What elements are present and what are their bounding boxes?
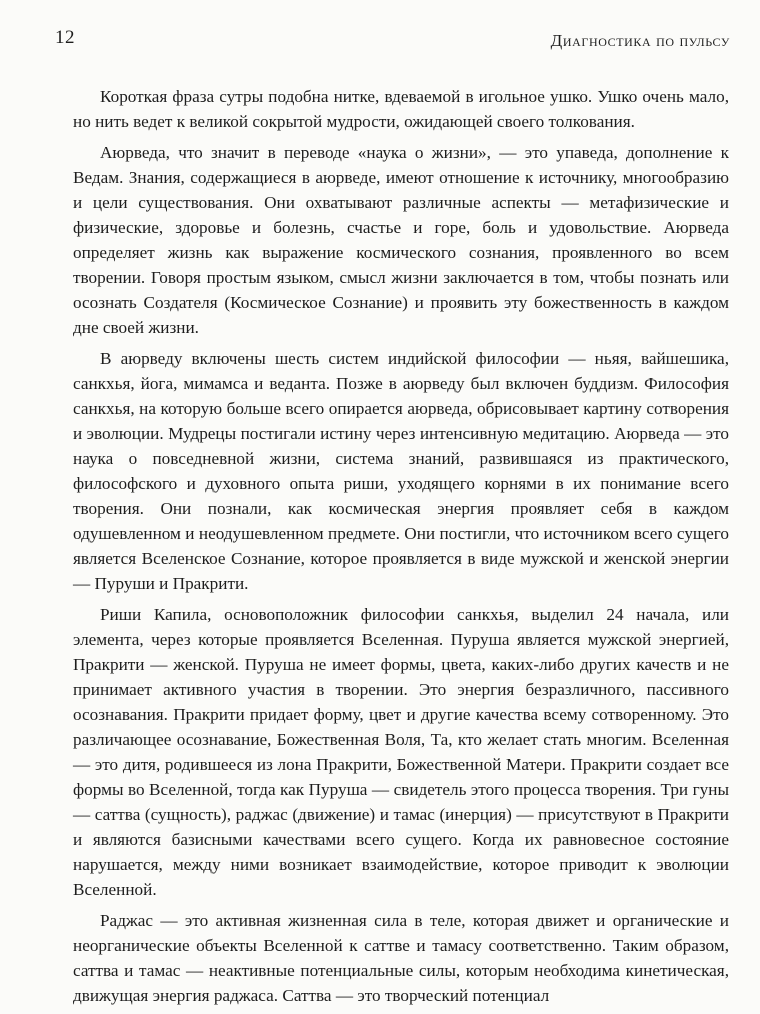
paragraph: Раджас — это активная жизненная сила в теле, которая движет и органические и неорганические объекты Вселенной к саттве и тамасу соответственно. Таким образом, саттва и тамас — неактивные потенциальные силы, которым необходима кинетическая, движущая энергия раджаса. Саттва — это творческий потенциал — [73, 911, 729, 1005]
paragraph: Аюрведа, что значит в переводе «наука о жизни», — это упаведа, дополнение к Ведам. Знания, содержащиеся в аюрведе, имеют отношение к источнику, многообразию и цели существования. Они охватывают различные аспекты — метафизические и физические, здоровье и болезнь, счастье и горе, боль и удовольствие. Аюрведа определяет жизнь как выражение космического сознания, проявленного во всем творении. Говоря простым языком, смысл жизни заключается в том, чтобы познать или осознать Создателя (Космическое Сознание) и проявить эту божественность в каждом дне своей жизни. — [73, 143, 729, 337]
page-number: 12 — [55, 27, 75, 48]
body-text — [73, 84, 729, 1014]
paragraph: В аюрведу включены шесть систем индийской философии — ньяя, вайшешика, санкхья, йога, мимамса и веданта. Позже в аюрведу был включен буддизм. Философия санкхья, на которую больше всего опирается аюрведа, обрисовывает картину сотворения и эволюции. Мудрецы постигали истину через интенсивную медитацию. Аюрведа — это наука о повседневной жизни, система знаний, развившаяся из практического, философского и духовного опыта риши, уходящего корнями в их понимание всего творения. Они познали, как космическая энергия проявляет себя в каждом одушевленном и неодушевленном предмете. Они постигли, что источником всего сущего является Вселенское Сознание, которое проявляется в виде мужской и женской энергии — Пуруши и Пракрити. — [73, 349, 729, 593]
paragraph: Риши Капила, основоположник философии санкхья, выделил 24 начала, или элемента, через которые проявляется Вселенная. Пуруша является мужской энергией, Пракрити — женской. Пуруша не имеет формы, цвета, каких-либо других качеств и не принимает активного участия в творении. Это энергия безразличного, пассивного осознавания. Пракрити придает форму, цвет и другие качества всему сотворенному. Это различающее осознавание, Божественная Воля, Та, кто желает стать многим. Вселенная — это дитя, родившееся из лона Пракрити, Божественной Матери. Пракрити создает все формы во Вселенной, тогда как Пуруша — свидетель этого процесса творения. Три гуны — саттва (сущность), раджас (движение) и тамас (инерция) — присутствуют в Пракрити и являются базисными качествами всего сущего. Когда их равновесное состояние нарушается, между ними возникает взаимодействие, которое приводит к эволюции Вселенной. — [73, 605, 729, 899]
paragraph: Короткая фраза сутры подобна нитке, вдеваемой в игольное ушко. Ушко очень мало, но нить ведет к великой сокрытой мудрости, ожидающей своего толкования. — [73, 87, 729, 131]
running-head: Диагностика по пульсу — [550, 31, 730, 50]
